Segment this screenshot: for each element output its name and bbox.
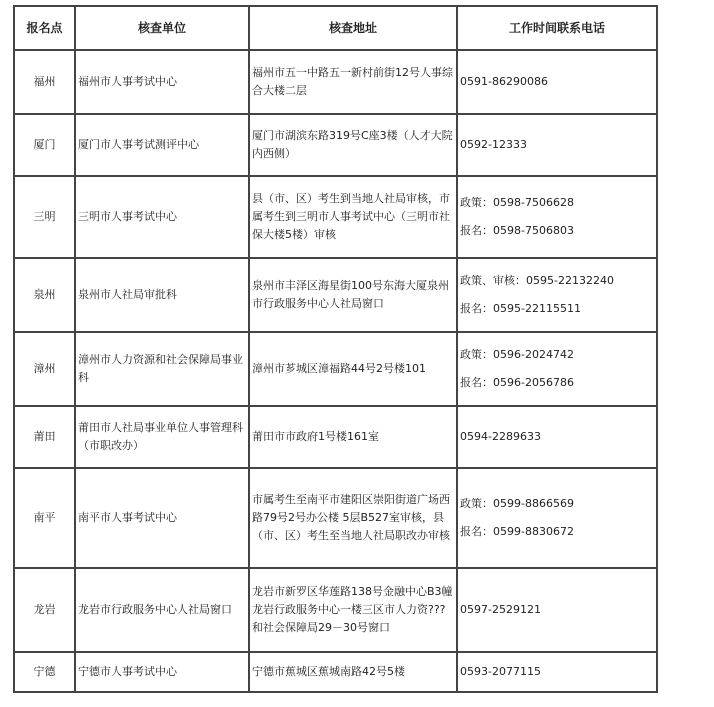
cell-address: 县（市、区）考生到当地人社局审核，市属考生到三明市人事考试中心（三明市社保大楼5楼）审核 (249, 176, 457, 258)
table-row (14, 176, 657, 258)
phone-number: 0592-12333 (460, 138, 527, 151)
cell-unit: 厦门市人事考试测评中心 (75, 114, 249, 176)
cell-site: 莆田 (14, 406, 75, 468)
cell-address: 福州市五一中路五一新村前街12号人事综合大楼二层 (249, 50, 457, 114)
header-unit: 核查单位 (75, 6, 249, 50)
cell-phone (457, 652, 657, 692)
cell-site: 宁德 (14, 652, 75, 692)
verification-table (13, 5, 658, 693)
cell-unit: 宁德市人事考试中心 (75, 652, 249, 692)
table-row (14, 568, 657, 652)
phone-number: 政策、审核：0595-22132240 (460, 274, 614, 287)
header-address: 核查地址 (249, 6, 457, 50)
cell-unit: 莆田市人社局事业单位人事管理科（市职改办） (75, 406, 249, 468)
phone-number: 政策：0599-8866569 (460, 497, 574, 510)
phone-number: 报名：0598-7506803 (460, 224, 574, 237)
cell-unit: 泉州市人社局审批科 (75, 258, 249, 332)
cell-unit: 福州市人事考试中心 (75, 50, 249, 114)
cell-address: 市属考生至南平市建阳区崇阳街道广场西路79号2号办公楼 5层B527室审核，县（市、区）考生至当地人社局职改办审核 (249, 468, 457, 568)
cell-phone (457, 176, 657, 258)
cell-unit: 漳州市人力资源和社会保障局事业科 (75, 332, 249, 406)
cell-address: 莆田市市政府1号楼161室 (249, 406, 457, 468)
table-header-row (14, 6, 657, 50)
header-phone: 工作时间联系电话 (457, 6, 657, 50)
cell-phone (457, 258, 657, 332)
phone-number: 政策：0598-7506628 (460, 196, 574, 209)
table-row (14, 652, 657, 692)
cell-site: 厦门 (14, 114, 75, 176)
phone-number: 0591-86290086 (460, 75, 548, 88)
cell-unit: 南平市人事考试中心 (75, 468, 249, 568)
cell-phone (457, 50, 657, 114)
phone-number: 报名：0595-22115511 (460, 302, 581, 315)
cell-site: 三明 (14, 176, 75, 258)
header-site: 报名点 (14, 6, 75, 50)
table-row (14, 332, 657, 406)
cell-phone (457, 468, 657, 568)
table-row (14, 50, 657, 114)
phone-number: 报名：0599-8830672 (460, 525, 574, 538)
cell-address: 厦门市湖滨东路319号C座3楼（人才大院内西侧） (249, 114, 457, 176)
cell-address: 龙岩市新罗区华莲路138号金融中心B3幢龙岩行政服务中心一楼三区市人力资???和社会保障局29－30号窗口 (249, 568, 457, 652)
cell-address: 宁德市蕉城区蕉城南路42号5楼 (249, 652, 457, 692)
phone-number: 0593-2077115 (460, 665, 541, 678)
cell-site: 龙岩 (14, 568, 75, 652)
cell-unit: 三明市人事考试中心 (75, 176, 249, 258)
cell-address: 漳州市芗城区漳福路44号2号楼101 (249, 332, 457, 406)
phone-number: 0594-2289633 (460, 430, 541, 443)
cell-site: 南平 (14, 468, 75, 568)
table-row (14, 468, 657, 568)
cell-site: 福州 (14, 50, 75, 114)
phone-number: 政策：0596-2024742 (460, 348, 574, 361)
cell-site: 漳州 (14, 332, 75, 406)
cell-phone (457, 114, 657, 176)
cell-address: 泉州市丰泽区海星街100号东海大厦泉州市行政服务中心人社局窗口 (249, 258, 457, 332)
cell-phone (457, 406, 657, 468)
table-row (14, 406, 657, 468)
table-row (14, 114, 657, 176)
phone-number: 0597-2529121 (460, 603, 541, 616)
cell-phone (457, 332, 657, 406)
cell-unit: 龙岩市行政服务中心人社局窗口 (75, 568, 249, 652)
cell-phone (457, 568, 657, 652)
phone-number: 报名：0596-2056786 (460, 376, 574, 389)
table-row (14, 258, 657, 332)
cell-site: 泉州 (14, 258, 75, 332)
